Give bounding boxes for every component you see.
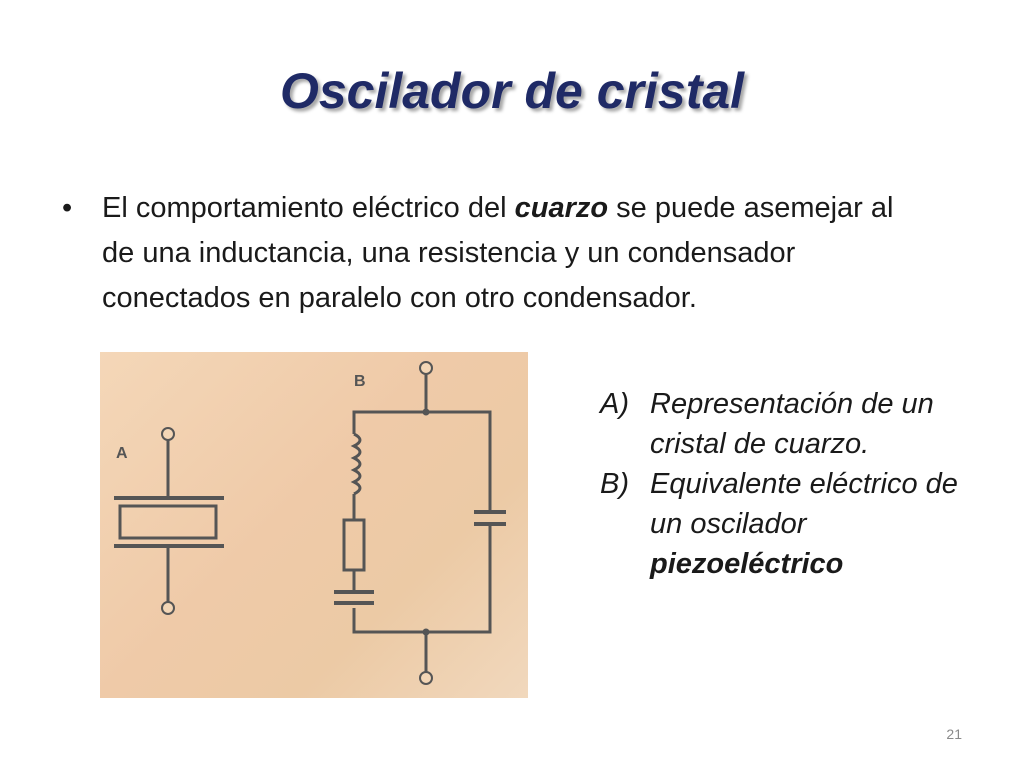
legend-marker-a: A) [600,388,629,420]
circuit-terminal-top [420,362,432,374]
legend-item-b [600,464,1000,584]
crystal-body [120,506,216,538]
wire-top [354,412,490,512]
legend-b-line-2: un oscilador [650,508,807,540]
bullet-line-1-start: El comportamiento eléctrico del [102,192,515,224]
wire-right-bottom [354,526,490,632]
circuit-diagram [100,352,528,698]
legend-a-line-2: cristal de cuarzo. [650,428,870,460]
legend-b-line-3: piezoeléctrico [650,548,844,580]
bullet-line-1-end: se puede asemejar al [608,192,894,224]
inductor [354,434,360,494]
figure-legend-list [600,384,1000,584]
junction-top [423,409,430,416]
bullet-marker: • [62,192,73,224]
crystal-circuit-figure [100,352,528,698]
bullet-line-2: de una inductancia, una resistencia y un condensador [102,237,796,269]
resistor [344,520,364,570]
circuit-terminal-bottom [420,672,432,684]
legend-marker-b: B) [600,468,629,500]
bullet-text [102,186,972,321]
crystal-terminal-top [162,428,174,440]
slide-title: Oscilador de cristal [279,63,745,119]
bullet-line-3: conectados en paralelo con otro condensador. [102,282,697,314]
legend-a-line-1: Representación de un [650,388,934,420]
figure-label-a: A [116,445,128,462]
legend-b-line-1: Equivalente eléctrico de [650,468,958,500]
crystal-terminal-bottom [162,602,174,614]
bullet-line-1 [102,186,972,231]
emphasis-cuarzo: cuarzo [514,192,609,224]
legend-item-a [600,384,1000,464]
slide-number: 21 [946,726,962,742]
junction-bottom [423,629,430,636]
figure-label-b: B [354,373,366,390]
